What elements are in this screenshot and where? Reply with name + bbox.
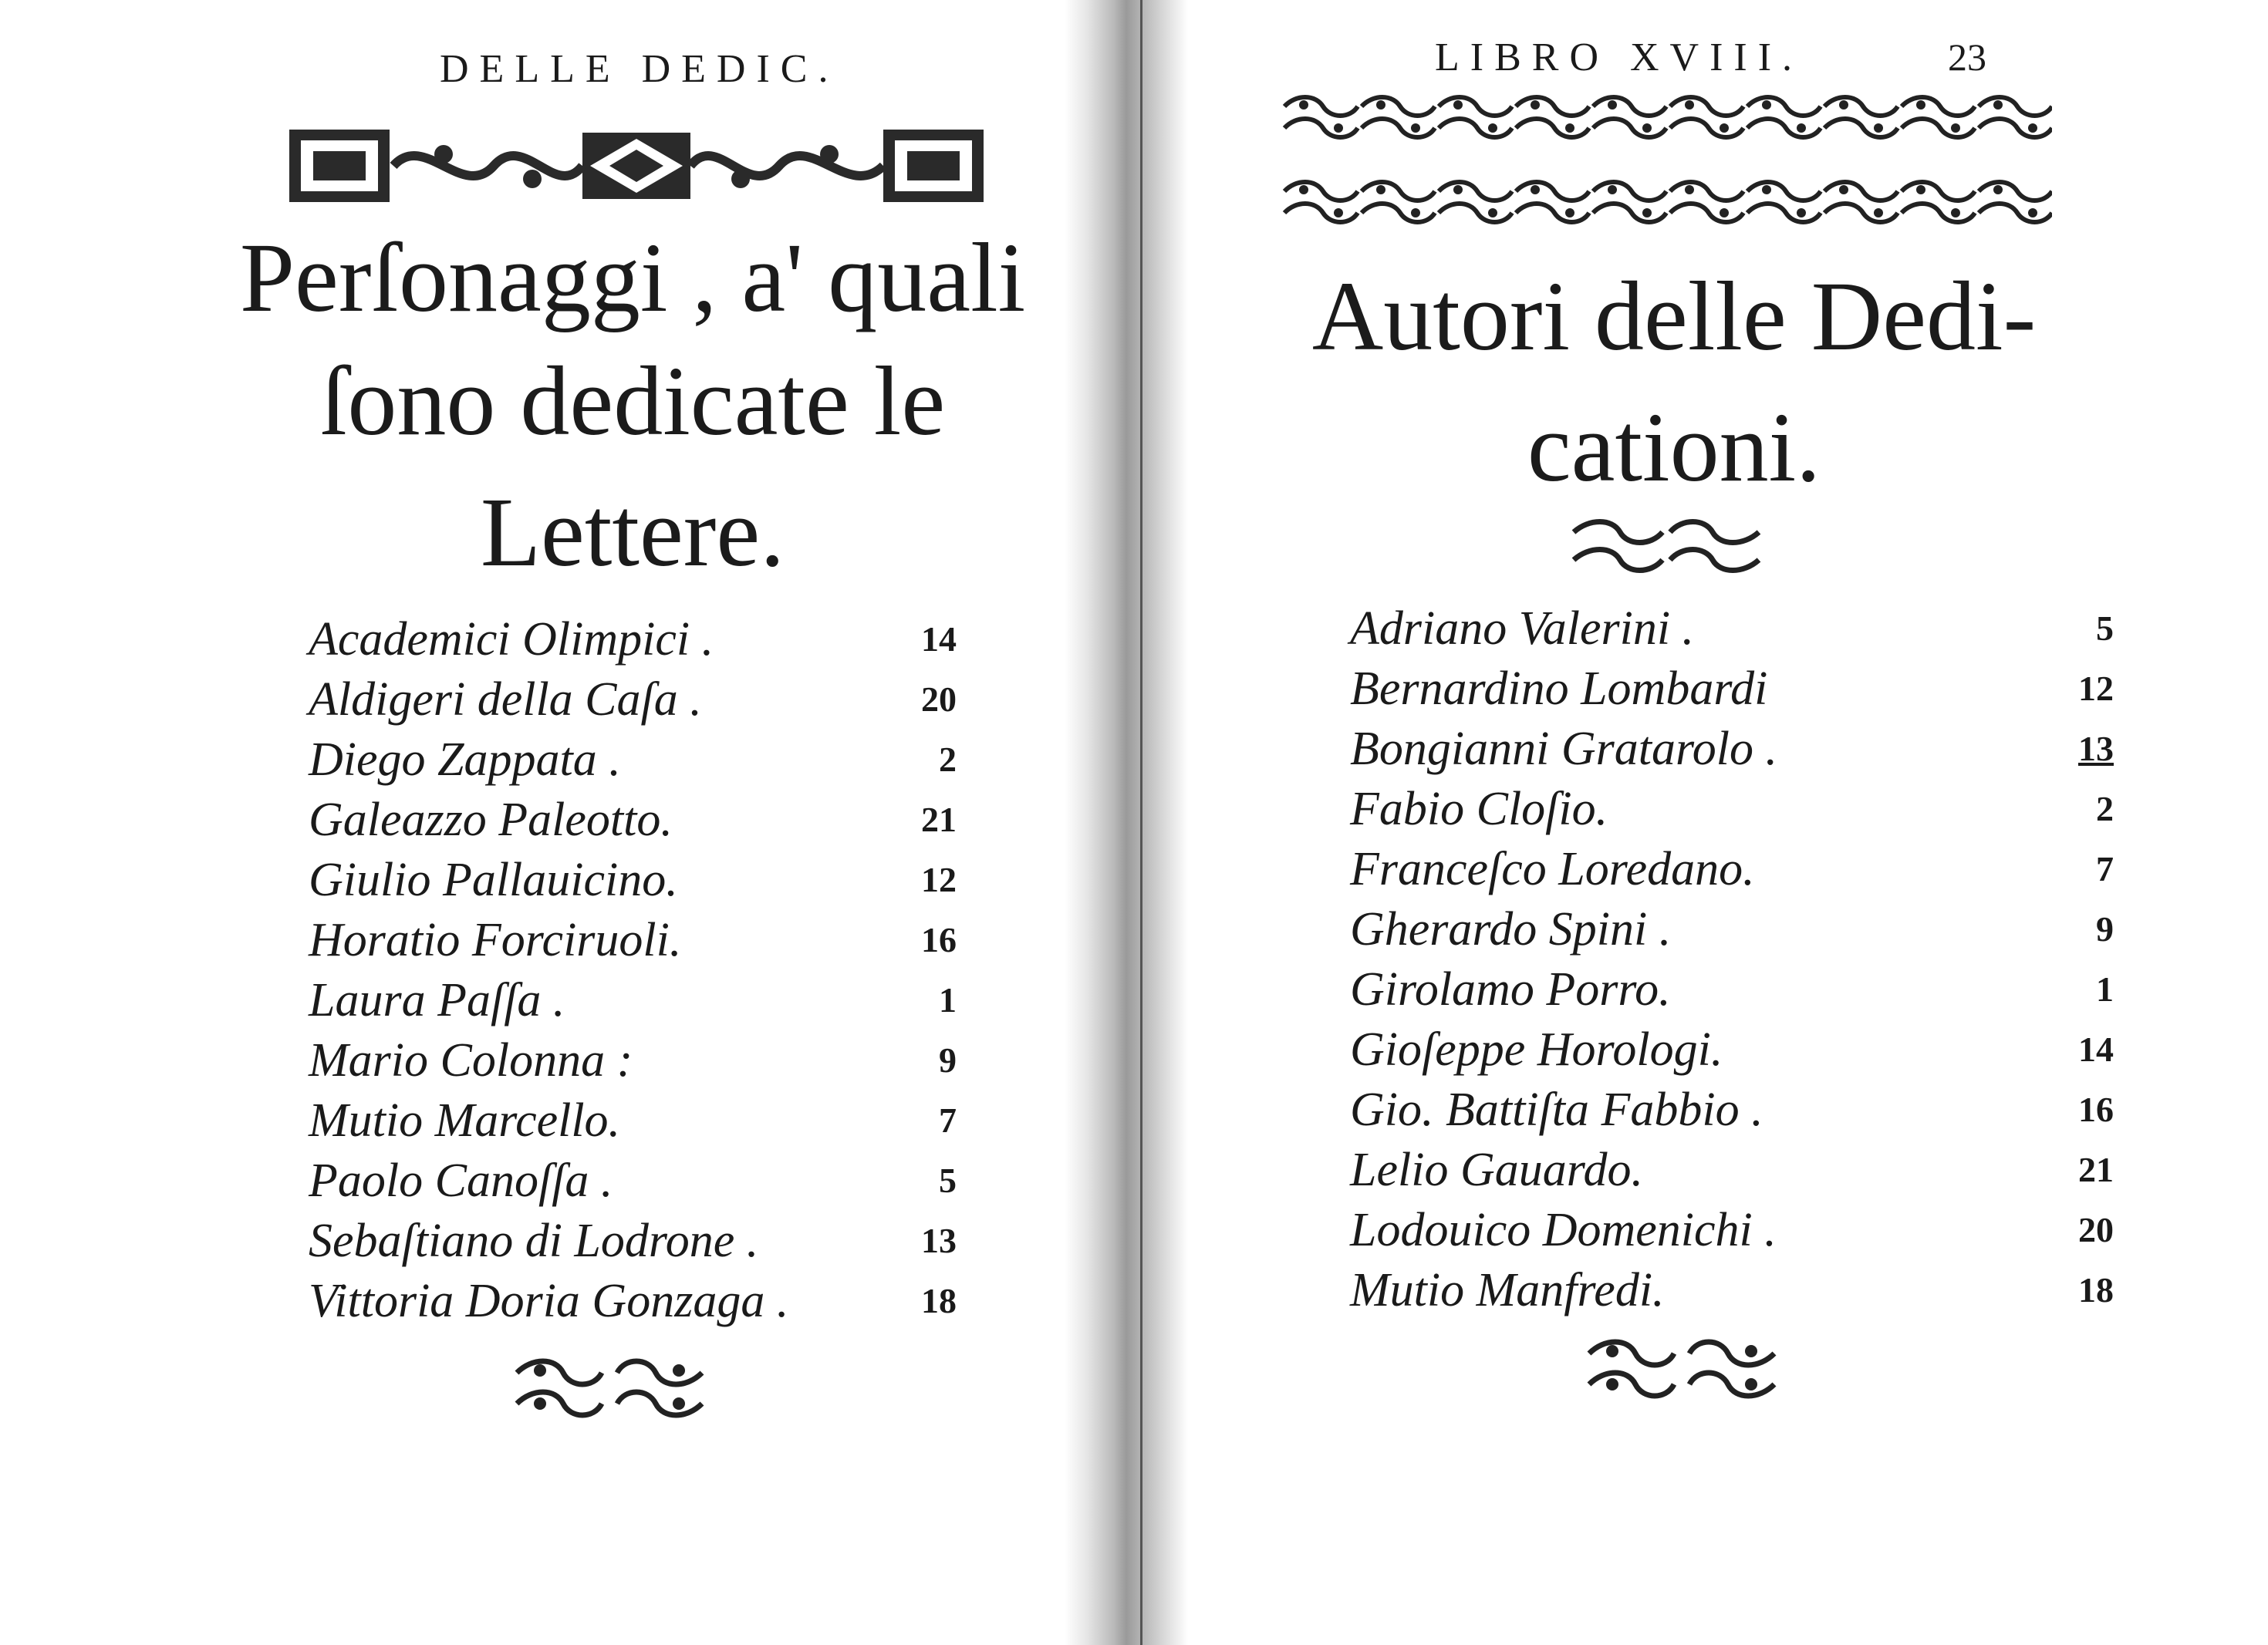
left-page [0,0,1065,1645]
entry-name: Lodouico Domenichi . [1350,1204,1777,1256]
entry-name: Vittoria Doria Gonzaga . [309,1275,789,1327]
entry-name: Laura Paſſa . [309,974,565,1026]
author-list [1350,598,2137,1320]
fleuron-band-headpiece [1281,91,2052,238]
list-item [1350,1260,2137,1320]
entry-name: Franceſco Loredano. [1350,843,1755,895]
list-item [1350,779,2137,839]
list-item [309,669,972,730]
list-item [309,1030,972,1090]
list-item [1350,1020,2137,1080]
title-line-1: Perſonaggi , a' quali [239,223,1026,332]
entry-name: Galeazzo Paleotto. [309,794,673,846]
page-number: 23 [1948,35,1986,79]
list-item [309,1090,972,1151]
list-item [309,850,972,910]
entry-name: Fabio Cloſio. [1350,783,1608,835]
entry-name: Bernardino Lombardi [1350,662,1768,715]
gutter-fold [1140,0,1142,1645]
list-item [1350,959,2137,1020]
entry-name: Gio. Battiſta Fabbio . [1350,1084,1763,1136]
entry-page: 9 [939,1040,957,1080]
book-gutter [1065,0,1188,1645]
entry-page: 12 [2078,669,2114,708]
entry-page: 20 [2078,1210,2114,1249]
entry-name: Aldigeri della Caſa . [309,673,702,726]
entry-name: Diego Zappata . [309,733,621,786]
entry-name: Gherardo Spini . [1350,903,1672,956]
entry-page: 18 [2078,1270,2114,1310]
entry-page: 18 [921,1281,957,1320]
entry-name: Paolo Canoſſa . [309,1155,613,1207]
list-item [309,1211,972,1271]
fleuron-ornament [1566,515,1767,577]
title-line-2: cationi. [1527,393,1821,502]
title-line-3: Lettere. [480,477,785,587]
entry-page: 5 [939,1161,957,1200]
entry-name: Academici Olimpici . [309,613,714,666]
dedicatee-list [309,609,972,1331]
woodcut-headpiece [285,123,987,208]
entry-page: 2 [939,740,957,779]
entry-name: Mutio Manfredi. [1350,1264,1665,1316]
entry-page: 21 [921,800,957,839]
list-item [1350,1080,2137,1140]
entry-page: 16 [921,920,957,959]
entry-page: 20 [921,679,957,719]
entry-page: 7 [939,1101,957,1140]
running-head-right: LIBRO XVIII. [1435,35,1804,79]
entry-name: Mario Colonna : [309,1034,633,1087]
entry-page: 9 [2096,909,2114,949]
list-item [1350,1140,2137,1200]
entry-name: Giulio Pallauicino. [309,854,678,906]
list-item [1350,598,2137,659]
entry-page: 7 [2096,849,2114,888]
entry-page: 2 [2096,789,2114,828]
entry-page: 13 [2078,729,2114,768]
list-item [309,910,972,970]
list-item [1350,659,2137,719]
list-item [1350,839,2137,899]
list-item [1350,1200,2137,1260]
entry-page: 21 [2078,1150,2114,1189]
entry-page: 5 [2096,608,2114,648]
right-page [1188,0,2268,1645]
list-item [309,1271,972,1331]
entry-page: 1 [939,980,957,1020]
entry-name: Gioſeppe Horologi. [1350,1023,1723,1076]
running-head-left: DELLE DEDIC. [440,47,839,91]
list-item [309,730,972,790]
entry-page: 14 [921,619,957,659]
entry-page: 1 [2096,969,2114,1009]
entry-name: Girolamo Porro. [1350,963,1671,1016]
list-item [309,609,972,669]
entry-page: 12 [921,860,957,899]
entry-page: 16 [2078,1090,2114,1129]
entry-name: Mutio Marcello. [309,1094,621,1147]
entry-name: Horatio Forciruoli. [309,914,682,966]
list-item [1350,899,2137,959]
list-item [309,790,972,850]
entry-page: 14 [2078,1030,2114,1069]
fleuron-ornament [509,1353,710,1423]
list-item [309,970,972,1030]
title-line-1: Autori delle Dedi- [1311,261,2037,371]
entry-name: Adriano Valerini . [1350,602,1695,655]
list-item [1350,719,2137,779]
entry-name: Lelio Gauardo. [1350,1144,1644,1196]
title-line-2: ſono dedicate le [319,346,946,456]
entry-name: Bongianni Gratarolo . [1350,723,1778,775]
list-item [309,1151,972,1211]
entry-name: Sebaſtiano di Lodrone . [309,1215,759,1267]
fleuron-ornament [1581,1334,1782,1404]
entry-page: 13 [921,1221,957,1260]
